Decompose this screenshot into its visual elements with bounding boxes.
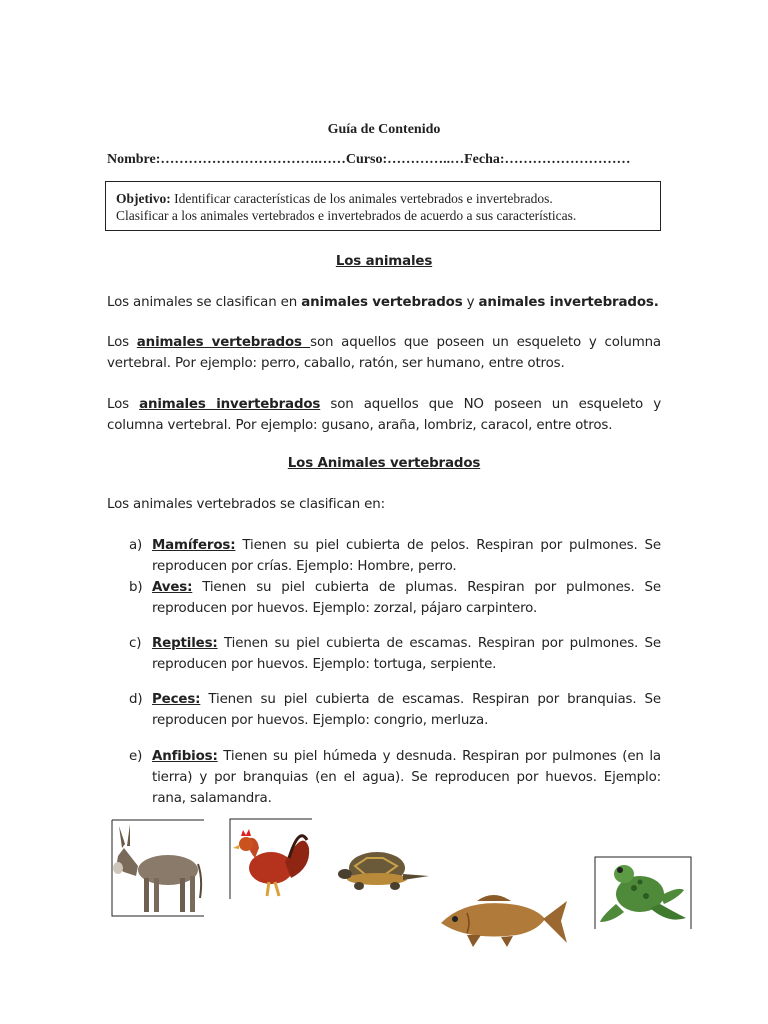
intro-paragraph	[107, 292, 661, 313]
turtle-image	[337, 846, 433, 894]
document-title: Guía de Contenido	[327, 122, 441, 137]
item-term: Aves:	[152, 580, 193, 595]
list-item	[129, 689, 661, 731]
objective-line-2: Clasificar a los animales vertebrados e invertebrados de acuerdo a sus características.	[116, 208, 577, 223]
invert-prefix: Los	[107, 397, 140, 412]
student-info-line: Nombre:…………………………….……Curso:…………..…Fecha:………………………	[107, 152, 631, 167]
heading-vertebrados: Los Animales vertebrados	[287, 456, 481, 471]
list-item	[129, 535, 661, 577]
item-term: Anfibios:	[152, 749, 218, 764]
item-letter: a)	[129, 538, 143, 553]
item-text: Tienen su piel cubierta de plumas. Respiran por pulmones. Se reproducen por huevos. Ejemplo: zorzal, pájaro carpintero.	[152, 580, 661, 616]
vertebrados-intro: Los animales vertebrados se clasifican en:	[107, 497, 385, 512]
item-letter: e)	[129, 749, 143, 764]
item-term: Peces:	[152, 692, 201, 707]
item-text: Tienen su piel cubierta de escamas. Respiran por pulmones. Se reproducen por huevos. Ejemplo: tortuga, serpiente.	[152, 636, 661, 672]
item-text: Tienen su piel húmeda y desnuda. Respiran por pulmones (en la tierra) y por branquias (en el agua). Se reproducen por huevos. Ejemplo: rana, salamandra.	[152, 749, 661, 806]
term-vertebrados: animales vertebrados	[301, 295, 463, 310]
list-item	[129, 577, 661, 619]
item-letter: c)	[129, 636, 142, 651]
objective-line-1: Identificar características de los animales vertebrados e invertebrados.	[170, 191, 553, 206]
heading-los-animales: Los animales	[335, 254, 433, 269]
intro-text: Los animales se clasifican en	[107, 295, 302, 310]
item-letter: d)	[129, 692, 143, 707]
rooster-image	[229, 818, 313, 900]
objective-label: Objetivo:	[116, 191, 171, 206]
invert-text: son aquellos que NO poseen un esqueleto y columna vertebral. Por ejemplo: gusano, araña, lombriz, caracol, entre otros.	[107, 397, 661, 433]
vert-prefix: Los	[107, 335, 137, 350]
donkey-image	[110, 818, 204, 918]
list-item	[129, 633, 661, 675]
list-item	[129, 746, 661, 809]
vert-term: animales vertebrados	[136, 335, 311, 350]
objective-box	[105, 181, 661, 231]
frog-image	[594, 856, 692, 930]
item-letter: b)	[129, 580, 143, 595]
item-term: Mamíferos:	[152, 538, 236, 553]
item-text: Tienen su piel cubierta de pelos. Respiran por pulmones. Se reproducen por crías. Ejemplo: Hombre, perro.	[152, 538, 661, 574]
item-term: Reptiles:	[152, 636, 218, 651]
intro-and: y	[462, 295, 479, 310]
invertebrados-definition	[107, 394, 661, 436]
fish-image	[437, 887, 569, 949]
item-text: Tienen su piel cubierta de escamas. Respiran por branquias. Se reproducen por huevos. Ejemplo: congrio, merluza.	[152, 692, 661, 728]
vertebrados-definition	[107, 332, 661, 374]
term-invertebrados: animales invertebrados.	[478, 295, 659, 310]
invert-term: animales invertebrados	[139, 397, 321, 412]
vert-text: son aquellos que poseen un esqueleto y columna vertebral. Por ejemplo: perro, caballo, ratón, ser humano, entre otros.	[107, 335, 661, 371]
